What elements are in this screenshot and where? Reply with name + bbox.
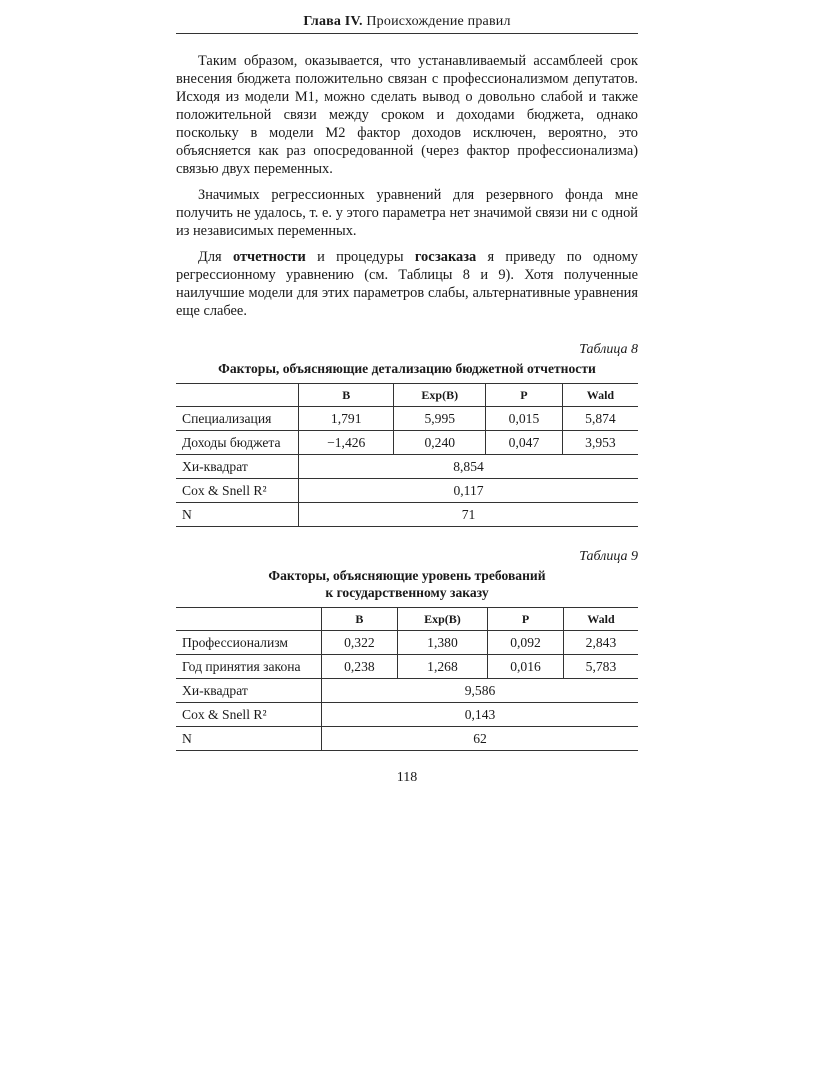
row-label: N bbox=[176, 727, 322, 751]
summary-row-n bbox=[176, 727, 638, 751]
row-label: Cox & Snell R² bbox=[176, 479, 299, 503]
summary-row-n bbox=[176, 503, 638, 527]
row-label: Cox & Snell R² bbox=[176, 703, 322, 727]
table-9 bbox=[176, 607, 638, 751]
cell-wald: 3,953 bbox=[562, 431, 638, 455]
header-b: B bbox=[299, 384, 394, 407]
summary-row-chi-square bbox=[176, 455, 638, 479]
paragraph-3-text-c: я приведу по одному регрессионному уравнению (см. Таблицы 8 и 9). Хотя полученные наилучшие модели для этих параметров слабы, альтернативные уравнения еще слабее. bbox=[176, 249, 638, 319]
paragraph-2: Значимых регрессионных уравнений для резервного фонда мне получить не удалось, т. е. у этого параметра нет значимой связи ни с одной из независимых переменных. bbox=[176, 187, 638, 239]
table-9-title-line-2: к государственному заказу bbox=[325, 585, 489, 600]
header-blank bbox=[176, 608, 322, 631]
table-row bbox=[176, 655, 638, 679]
cell-b: 0,322 bbox=[322, 631, 398, 655]
summary-row-r-squared bbox=[176, 703, 638, 727]
cell-b: 1,791 bbox=[299, 407, 394, 431]
header-exp-b: Exp(B) bbox=[397, 608, 487, 631]
row-label: Хи-квадрат bbox=[176, 679, 322, 703]
summary-row-chi-square bbox=[176, 679, 638, 703]
header-b: B bbox=[322, 608, 398, 631]
row-label: Доходы бюджета bbox=[176, 431, 299, 455]
paragraph-3-text-a: Для bbox=[198, 249, 233, 265]
paragraph-3-bold-reporting: отчетности bbox=[232, 249, 306, 265]
body-text bbox=[176, 52, 638, 320]
cell-b: −1,426 bbox=[299, 431, 394, 455]
page-number: 118 bbox=[396, 770, 418, 785]
cell-p: 0,047 bbox=[486, 431, 563, 455]
table-8-title: Факторы, объясняющие детализацию бюджетной отчетности bbox=[218, 361, 596, 376]
summary-value: 62 bbox=[322, 727, 639, 751]
table-header-row bbox=[176, 384, 638, 407]
header-p: P bbox=[488, 608, 564, 631]
summary-value: 0,143 bbox=[322, 703, 639, 727]
row-label: Профессионализм bbox=[176, 631, 322, 655]
header-wald: Wald bbox=[562, 384, 638, 407]
cell-wald: 2,843 bbox=[563, 631, 638, 655]
cell-exp-b: 0,240 bbox=[394, 431, 486, 455]
summary-value: 8,854 bbox=[299, 455, 639, 479]
table-9-title bbox=[176, 567, 638, 601]
header-blank bbox=[176, 384, 299, 407]
cell-exp-b: 1,268 bbox=[397, 655, 487, 679]
row-label: N bbox=[176, 503, 299, 527]
table-8-caption: Таблица 8 bbox=[579, 342, 638, 357]
header-exp-b: Exp(B) bbox=[394, 384, 486, 407]
paragraph-1: Таким образом, оказывается, что устанавливаемый ассамблеей срок внесения бюджета положительно связан с профессионализмом депутатов. Исходя из модели M1, можно сделать вывод о довольно слабой и также положительной связи между сроком и доходами бюджета, однако поскольку в модели M2 фактор доходов исключен, вероятно, это объясняется как раз опосредованной (через фактор профессионализма) связью двух переменных. bbox=[176, 53, 638, 177]
summary-value: 9,586 bbox=[322, 679, 639, 703]
summary-value: 0,117 bbox=[299, 479, 639, 503]
table-row bbox=[176, 407, 638, 431]
paragraph-3 bbox=[176, 248, 638, 320]
cell-wald: 5,783 bbox=[563, 655, 638, 679]
chapter-label: Глава IV. bbox=[303, 14, 363, 29]
row-label: Хи-квадрат bbox=[176, 455, 299, 479]
table-header-row bbox=[176, 608, 638, 631]
header-wald: Wald bbox=[563, 608, 638, 631]
table-row bbox=[176, 431, 638, 455]
summary-row-r-squared bbox=[176, 479, 638, 503]
row-label: Год принятия закона bbox=[176, 655, 322, 679]
table-9-title-line-1: Факторы, объясняющие уровень требований bbox=[268, 568, 546, 583]
cell-p: 0,016 bbox=[488, 655, 564, 679]
book-page bbox=[176, 14, 638, 786]
table-8 bbox=[176, 383, 638, 527]
row-label: Специализация bbox=[176, 407, 299, 431]
paragraph-3-bold-procurement: госзаказа bbox=[414, 249, 477, 265]
running-head bbox=[176, 14, 638, 34]
paragraph-3-text-b: и процедуры bbox=[305, 249, 415, 265]
cell-exp-b: 1,380 bbox=[397, 631, 487, 655]
chapter-title: Происхождение правил bbox=[366, 14, 511, 29]
cell-p: 0,015 bbox=[486, 407, 563, 431]
cell-exp-b: 5,995 bbox=[394, 407, 486, 431]
cell-b: 0,238 bbox=[322, 655, 398, 679]
summary-value: 71 bbox=[299, 503, 639, 527]
header-p: P bbox=[486, 384, 563, 407]
cell-wald: 5,874 bbox=[562, 407, 638, 431]
table-row bbox=[176, 631, 638, 655]
table-9-caption: Таблица 9 bbox=[579, 549, 638, 564]
cell-p: 0,092 bbox=[488, 631, 564, 655]
